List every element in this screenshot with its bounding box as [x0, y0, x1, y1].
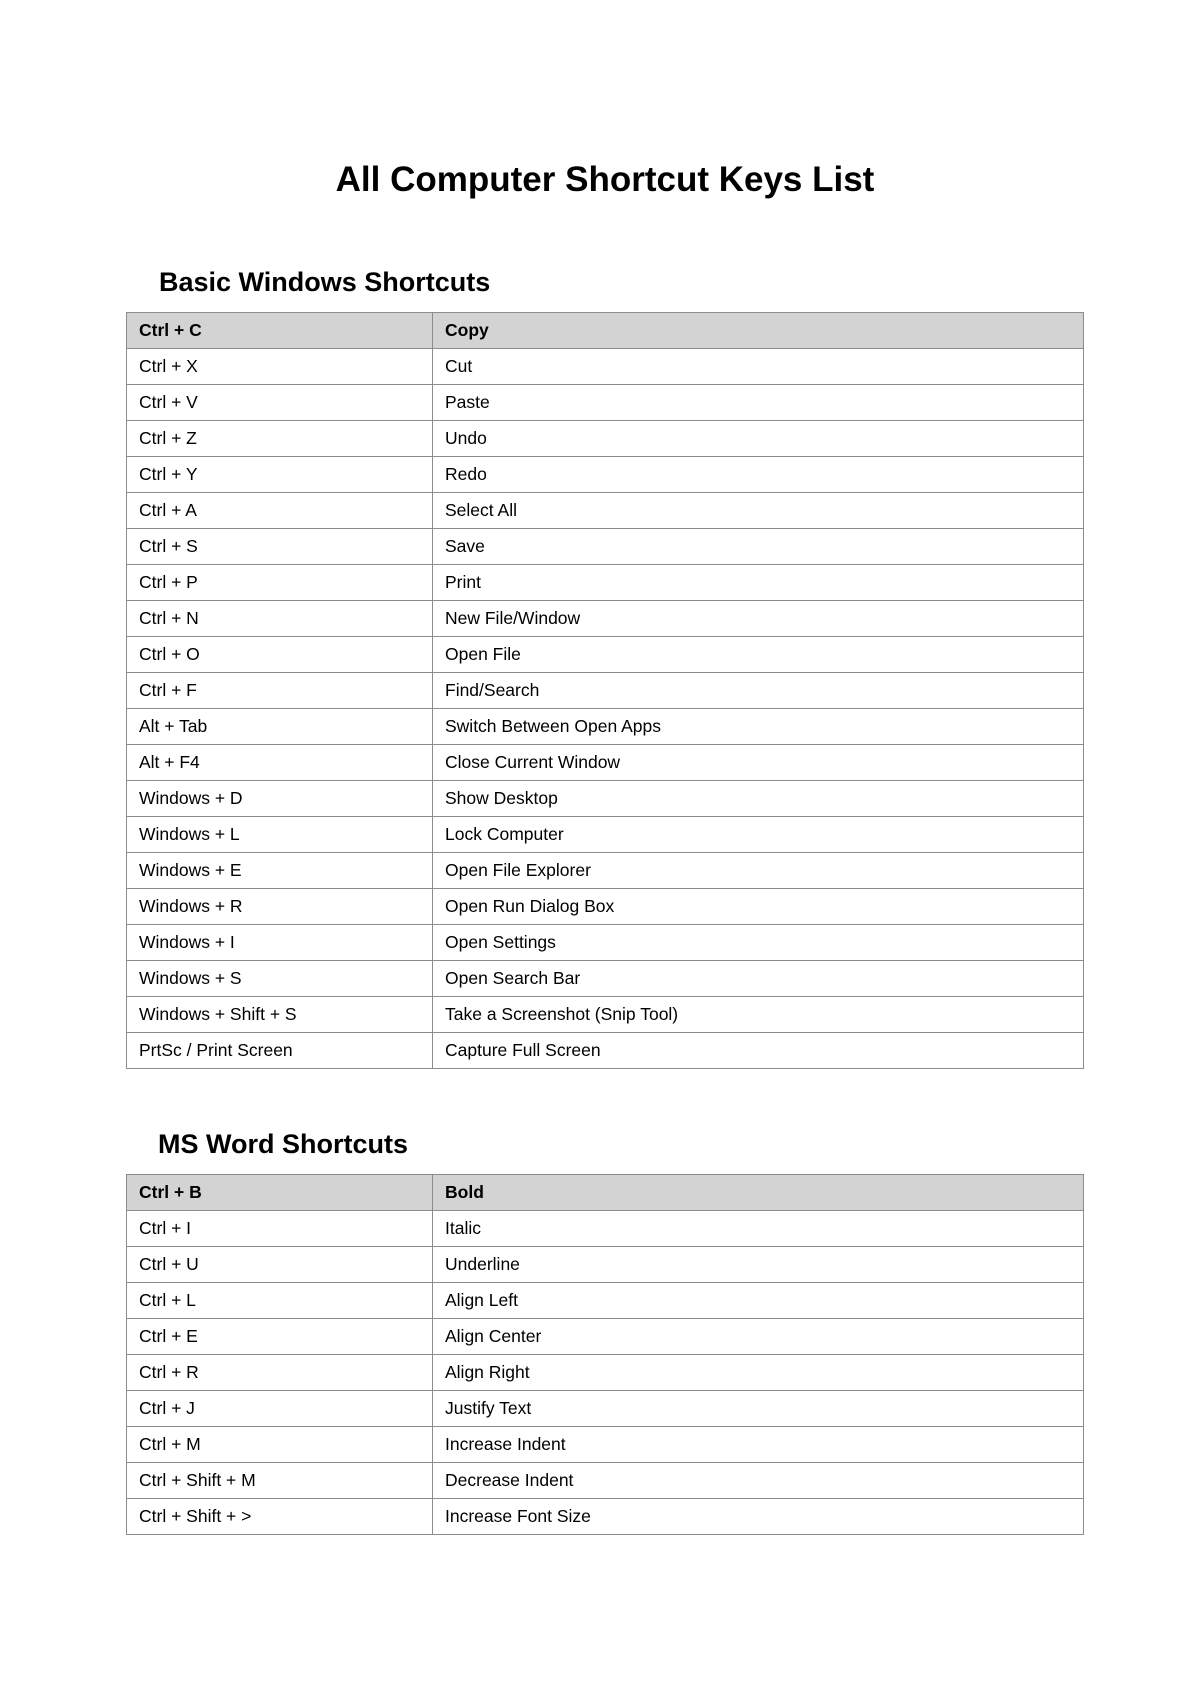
shortcut-key-cell: Ctrl + J — [127, 1391, 433, 1427]
table-row — [127, 961, 1084, 997]
shortcut-key-cell: Ctrl + M — [127, 1427, 433, 1463]
shortcut-action-cell: Capture Full Screen — [433, 1033, 1084, 1069]
shortcut-action-cell: Lock Computer — [433, 817, 1084, 853]
shortcut-action-cell: Take a Screenshot (Snip Tool) — [433, 997, 1084, 1033]
shortcut-key-cell: Ctrl + I — [127, 1211, 433, 1247]
shortcut-key-cell: Ctrl + Shift + M — [127, 1463, 433, 1499]
shortcut-action-cell: Underline — [433, 1247, 1084, 1283]
shortcut-action-cell: Open File — [433, 637, 1084, 673]
table-row — [127, 601, 1084, 637]
shortcut-action-cell: Open Search Bar — [433, 961, 1084, 997]
shortcut-action-cell: New File/Window — [433, 601, 1084, 637]
shortcut-action-cell: Italic — [433, 1211, 1084, 1247]
table-row — [127, 529, 1084, 565]
shortcut-action-cell: Align Right — [433, 1355, 1084, 1391]
shortcut-action-cell: Close Current Window — [433, 745, 1084, 781]
header-action-cell: Copy — [433, 313, 1084, 349]
shortcut-action-cell: Redo — [433, 457, 1084, 493]
shortcut-key-cell: Ctrl + L — [127, 1283, 433, 1319]
shortcut-key-cell: Windows + D — [127, 781, 433, 817]
table-row — [127, 1283, 1084, 1319]
shortcut-key-cell: Ctrl + Z — [127, 421, 433, 457]
shortcut-action-cell: Cut — [433, 349, 1084, 385]
shortcut-key-cell: Ctrl + V — [127, 385, 433, 421]
table-header-row — [127, 1175, 1084, 1211]
table-row — [127, 1319, 1084, 1355]
shortcut-key-cell: Ctrl + Y — [127, 457, 433, 493]
shortcut-action-cell: Select All — [433, 493, 1084, 529]
table-row — [127, 817, 1084, 853]
shortcut-action-cell: Justify Text — [433, 1391, 1084, 1427]
shortcut-key-cell: Ctrl + N — [127, 601, 433, 637]
table-row — [127, 637, 1084, 673]
header-key-cell: Ctrl + C — [127, 313, 433, 349]
shortcut-key-cell: Windows + R — [127, 889, 433, 925]
shortcut-key-cell: Windows + L — [127, 817, 433, 853]
shortcut-action-cell: Undo — [433, 421, 1084, 457]
windows-shortcuts-table — [126, 312, 1084, 1069]
table-row — [127, 1499, 1084, 1535]
header-key-cell: Ctrl + B — [127, 1175, 433, 1211]
shortcut-key-cell: Ctrl + F — [127, 673, 433, 709]
table-row — [127, 385, 1084, 421]
shortcut-key-cell: Windows + Shift + S — [127, 997, 433, 1033]
shortcut-action-cell: Open Run Dialog Box — [433, 889, 1084, 925]
shortcut-key-cell: Windows + S — [127, 961, 433, 997]
shortcut-key-cell: Ctrl + X — [127, 349, 433, 385]
table-row — [127, 565, 1084, 601]
shortcut-key-cell: Ctrl + A — [127, 493, 433, 529]
shortcut-action-cell: Save — [433, 529, 1084, 565]
table-row — [127, 1391, 1084, 1427]
table-row — [127, 997, 1084, 1033]
shortcut-action-cell: Show Desktop — [433, 781, 1084, 817]
header-action-cell: Bold — [433, 1175, 1084, 1211]
shortcut-key-cell: Alt + F4 — [127, 745, 433, 781]
shortcut-key-cell: Alt + Tab — [127, 709, 433, 745]
shortcut-action-cell: Switch Between Open Apps — [433, 709, 1084, 745]
shortcut-action-cell: Align Center — [433, 1319, 1084, 1355]
shortcut-action-cell: Open Settings — [433, 925, 1084, 961]
table-row — [127, 781, 1084, 817]
table-row — [127, 1211, 1084, 1247]
table-row — [127, 889, 1084, 925]
shortcut-key-cell: Ctrl + E — [127, 1319, 433, 1355]
table-row — [127, 709, 1084, 745]
table-row — [127, 745, 1084, 781]
shortcut-action-cell: Print — [433, 565, 1084, 601]
shortcut-action-cell: Align Left — [433, 1283, 1084, 1319]
page-title: All Computer Shortcut Keys List — [335, 160, 875, 199]
table-row — [127, 1463, 1084, 1499]
table-row — [127, 1247, 1084, 1283]
shortcut-action-cell: Decrease Indent — [433, 1463, 1084, 1499]
shortcut-key-cell: Windows + E — [127, 853, 433, 889]
table-row — [127, 349, 1084, 385]
shortcut-key-cell: Ctrl + Shift + > — [127, 1499, 433, 1535]
shortcut-action-cell: Increase Indent — [433, 1427, 1084, 1463]
shortcut-action-cell: Increase Font Size — [433, 1499, 1084, 1535]
shortcut-key-cell: Ctrl + U — [127, 1247, 433, 1283]
table-row — [127, 673, 1084, 709]
shortcut-key-cell: Ctrl + R — [127, 1355, 433, 1391]
shortcut-action-cell: Paste — [433, 385, 1084, 421]
shortcut-action-cell: Open File Explorer — [433, 853, 1084, 889]
table-row — [127, 1033, 1084, 1069]
shortcut-action-cell: Find/Search — [433, 673, 1084, 709]
table-row — [127, 421, 1084, 457]
table-row — [127, 493, 1084, 529]
shortcut-key-cell: Ctrl + P — [127, 565, 433, 601]
shortcut-key-cell: Ctrl + S — [127, 529, 433, 565]
shortcut-key-cell: Ctrl + O — [127, 637, 433, 673]
table-header-row — [127, 313, 1084, 349]
shortcut-key-cell: Windows + I — [127, 925, 433, 961]
section-heading-windows: Basic Windows Shortcuts — [159, 267, 491, 297]
table-row — [127, 853, 1084, 889]
table-row — [127, 1427, 1084, 1463]
table-row — [127, 925, 1084, 961]
word-shortcuts-table — [126, 1174, 1084, 1535]
section-heading-word: MS Word Shortcuts — [158, 1129, 409, 1159]
table-row — [127, 457, 1084, 493]
shortcut-key-cell: PrtSc / Print Screen — [127, 1033, 433, 1069]
table-row — [127, 1355, 1084, 1391]
